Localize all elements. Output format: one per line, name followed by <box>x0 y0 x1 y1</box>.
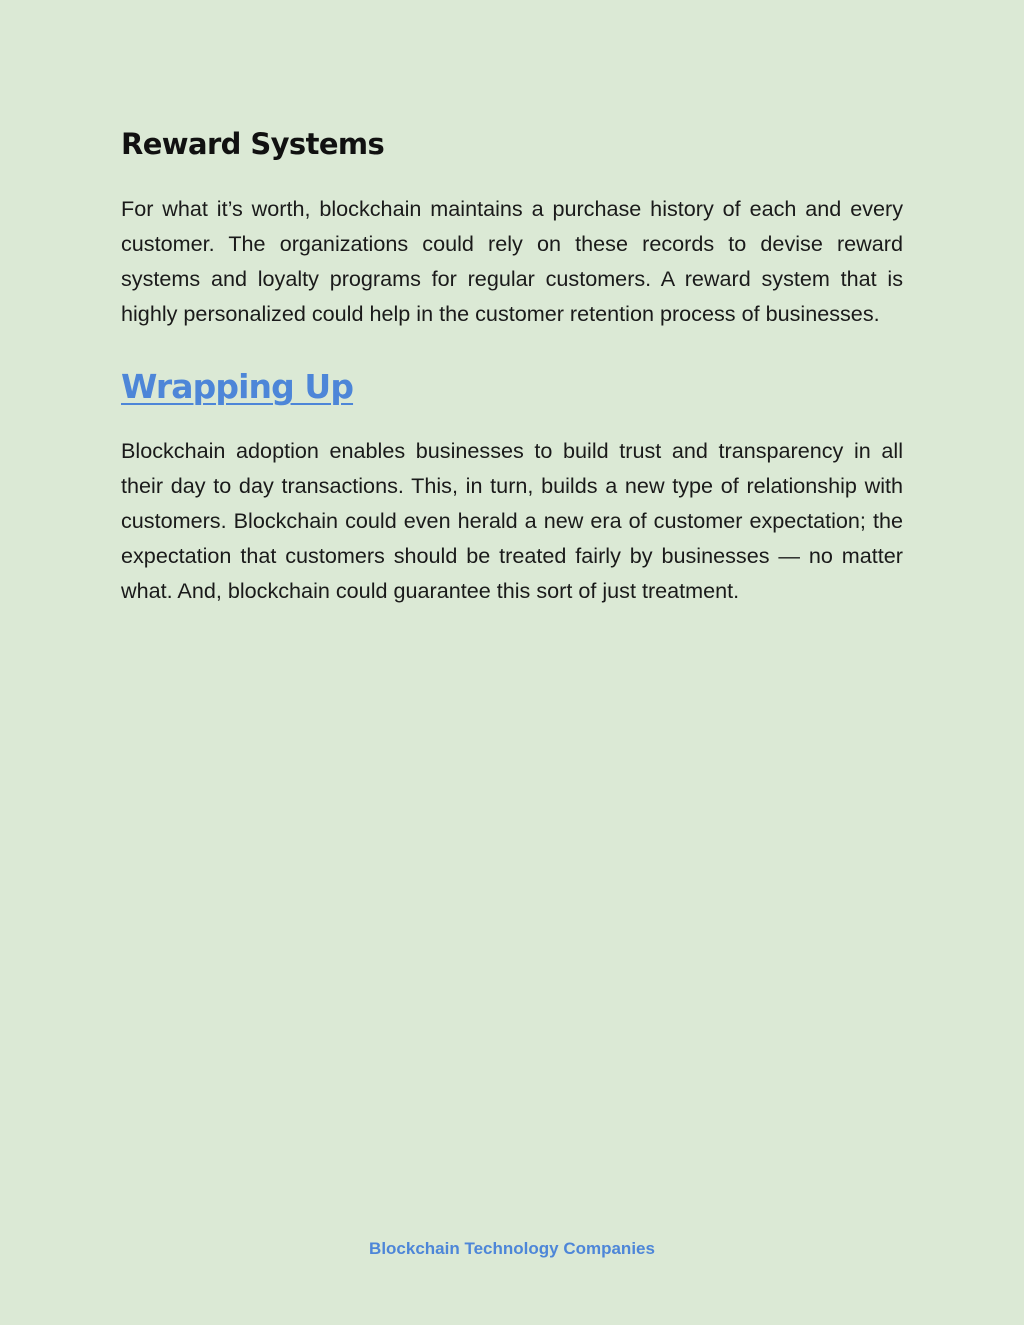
section-heading-reward-systems: Reward Systems <box>121 127 385 161</box>
paragraph-wrapping-up: Blockchain adoption enables businesses to build trust and transparency in all their day to day transactions. This, in turn, builds a new type of relationship with customers. Blockchain could even herald a new era of customer expectation; the expectation that customers should be treated fairly by businesses — no matter what. And, blockchain could guarantee this sort of just treatment. <box>121 438 903 603</box>
section-heading-wrapping-up-link[interactable]: Wrapping Up <box>121 367 354 406</box>
paragraph-reward-systems: For what it’s worth, blockchain maintains a purchase history of each and every customer. The organizations could rely on these records to devise reward systems and loyalty programs for regular customers. A reward system that is highly personalized could help in the customer retention process of businesses. <box>121 196 903 326</box>
page-footer: Blockchain Technology Companies <box>369 1239 655 1258</box>
document-body <box>121 122 903 608</box>
